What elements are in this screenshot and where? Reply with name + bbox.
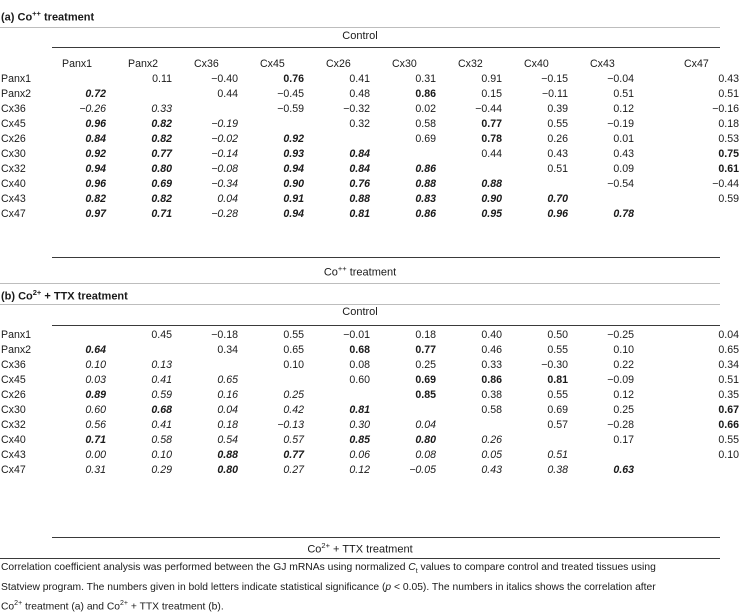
section-a-title: (a) Co++ treatment xyxy=(1,9,95,24)
table-cell xyxy=(646,463,740,478)
table-cell: 0.10 xyxy=(151,449,172,461)
table-cell: −0.08 xyxy=(211,163,238,175)
table-cell: 0.04 xyxy=(718,329,739,341)
header-row xyxy=(0,56,740,72)
table-cell: 0.88 xyxy=(481,178,502,190)
table-cell: −0.45 xyxy=(277,88,304,100)
column-header: Panx1 xyxy=(62,58,93,70)
row-label: Cx32 xyxy=(1,163,26,175)
table-cell: 0.26 xyxy=(547,133,568,145)
table-cell xyxy=(382,147,448,162)
table-cell xyxy=(184,102,250,117)
table-cell: 0.22 xyxy=(613,359,634,371)
table-cell: 0.13 xyxy=(151,359,172,371)
table-cell: −0.44 xyxy=(712,178,739,190)
treatment-label-a: Co++ treatment xyxy=(323,264,397,279)
table-cell: −0.25 xyxy=(607,329,634,341)
table-cell xyxy=(316,388,382,403)
table-cell: 0.35 xyxy=(718,389,739,401)
table-cell: 0.86 xyxy=(481,374,502,386)
table-cell xyxy=(382,403,448,418)
table-cell: 0.55 xyxy=(283,329,304,341)
row-label: Panx2 xyxy=(1,88,32,100)
table-cell: 0.27 xyxy=(283,464,304,476)
row-label: Cx47 xyxy=(1,208,26,220)
table-cell: 0.18 xyxy=(217,419,238,431)
table-cell: 0.46 xyxy=(481,344,502,356)
table-cell: −0.44 xyxy=(475,103,502,115)
table-cell: 0.85 xyxy=(415,389,436,401)
table-cell: 0.55 xyxy=(547,389,568,401)
table-cell: 0.57 xyxy=(283,434,304,446)
table-cell: 0.02 xyxy=(415,103,436,115)
table-cell: 0.53 xyxy=(718,133,739,145)
table-cell: −0.28 xyxy=(607,419,634,431)
table-cell: −0.16 xyxy=(712,103,739,115)
table-cell: 0.51 xyxy=(718,88,739,100)
table-cell: 0.69 xyxy=(151,178,172,190)
table-cell: 0.40 xyxy=(481,329,502,341)
table-cell: 0.31 xyxy=(415,73,436,85)
table-cell: 0.82 xyxy=(151,193,172,205)
table-cell: 0.43 xyxy=(718,73,739,85)
table-cell xyxy=(52,72,118,87)
table-cell: 0.43 xyxy=(547,148,568,160)
table-row xyxy=(0,147,740,162)
column-header: Cx32 xyxy=(458,58,483,70)
table-cell: −0.01 xyxy=(343,329,370,341)
row-label: Cx40 xyxy=(1,178,26,190)
row-label: Cx36 xyxy=(1,103,26,115)
table-cell xyxy=(118,343,184,358)
control-rule-b xyxy=(52,325,720,326)
table-cell: 0.93 xyxy=(283,148,304,160)
table-cell: 0.32 xyxy=(349,118,370,130)
row-label: Panx1 xyxy=(1,329,32,341)
row-label: Panx2 xyxy=(1,344,32,356)
table-cell: 0.67 xyxy=(718,404,739,416)
table-cell: 0.68 xyxy=(151,404,172,416)
table-cell: 0.06 xyxy=(349,449,370,461)
table-cell: 0.58 xyxy=(415,118,436,130)
table-row xyxy=(0,433,740,448)
header-corner xyxy=(0,56,52,72)
table-cell: 0.44 xyxy=(481,148,502,160)
table-cell: 0.80 xyxy=(217,464,238,476)
table-cell: 0.96 xyxy=(85,178,106,190)
table-cell: 0.15 xyxy=(481,88,502,100)
table-cell: 0.91 xyxy=(481,73,502,85)
row-label: Cx30 xyxy=(1,148,26,160)
table-cell: 0.51 xyxy=(718,374,739,386)
control-label-b: Control xyxy=(342,306,378,318)
table-cell: 0.65 xyxy=(718,344,739,356)
row-label: Cx26 xyxy=(1,389,26,401)
table-cell: 0.26 xyxy=(481,434,502,446)
treatment-rule-a xyxy=(52,257,720,258)
footnote-line-1: Correlation coefficient analysis was performed between the GJ mRNAs using normalized $C_t$ values to compare control and treated tissues using xyxy=(1,562,656,576)
table-cell: 0.69 xyxy=(415,133,436,145)
table-cell: 0.00 xyxy=(85,449,106,461)
table-cell: −0.09 xyxy=(607,374,634,386)
column-header: Cx40 xyxy=(524,58,549,70)
table-cell: 0.88 xyxy=(349,193,370,205)
correlation-table-b xyxy=(0,328,740,478)
table-cell: 0.65 xyxy=(283,344,304,356)
table-cell: 0.95 xyxy=(481,208,502,220)
table-cell: 0.04 xyxy=(415,419,436,431)
table-row xyxy=(0,418,740,433)
table-cell: 0.25 xyxy=(415,359,436,371)
table-cell: 0.41 xyxy=(349,73,370,85)
table-row xyxy=(0,403,740,418)
table-row xyxy=(0,343,740,358)
table-cell: 0.81 xyxy=(547,374,568,386)
table-cell: 0.78 xyxy=(613,208,634,220)
table-cell: 0.17 xyxy=(613,434,634,446)
table-cell: 0.83 xyxy=(415,193,436,205)
table-cell: −0.28 xyxy=(211,208,238,220)
table-cell: 0.11 xyxy=(152,73,172,85)
table-cell: 0.88 xyxy=(415,178,436,190)
row-label: Cx40 xyxy=(1,434,26,446)
divider xyxy=(0,283,720,284)
table-cell: −0.19 xyxy=(607,118,634,130)
table-cell: −0.26 xyxy=(79,103,106,115)
table-cell xyxy=(448,162,514,177)
table-cell: 0.89 xyxy=(85,389,106,401)
divider xyxy=(0,304,720,305)
table-cell: 0.94 xyxy=(283,208,304,220)
column-header: Cx47 xyxy=(684,58,709,70)
table-cell: 0.69 xyxy=(415,374,436,386)
row-label: Cx36 xyxy=(1,359,26,371)
table-cell: 0.68 xyxy=(349,344,370,356)
table-cell: 0.66 xyxy=(718,419,739,431)
table-cell: −0.14 xyxy=(211,148,238,160)
table-cell: 0.38 xyxy=(481,389,502,401)
footnote-line-2: Statview program. The numbers given in bold letters indicate statistical significance (p < 0.05). The numbers in italics shows the correlation after xyxy=(1,582,656,594)
table-cell: 0.29 xyxy=(151,464,172,476)
table-cell: 0.34 xyxy=(217,344,238,356)
table-cell: −0.15 xyxy=(541,73,568,85)
row-label: Cx43 xyxy=(1,193,26,205)
table-cell: 0.77 xyxy=(151,148,172,160)
table-cell: 0.78 xyxy=(481,133,502,145)
table-cell: 0.81 xyxy=(349,208,370,220)
row-label: Cx30 xyxy=(1,404,26,416)
table-cell: 0.76 xyxy=(349,178,370,190)
table-cell: 0.56 xyxy=(85,419,106,431)
table-cell: 0.04 xyxy=(217,404,238,416)
treatment-rule-b xyxy=(52,537,720,538)
table-cell: −0.30 xyxy=(541,359,568,371)
table-cell: 0.71 xyxy=(85,434,106,446)
table-cell: 0.92 xyxy=(283,133,304,145)
divider xyxy=(0,27,720,28)
footnote xyxy=(1,560,717,615)
table-row xyxy=(0,177,740,192)
table-cell: 0.86 xyxy=(415,163,436,175)
table-cell: 0.18 xyxy=(415,329,436,341)
table-cell: 0.41 xyxy=(151,419,172,431)
table-cell: 0.97 xyxy=(85,208,106,220)
table-cell: 0.82 xyxy=(85,193,106,205)
table-cell: 0.58 xyxy=(151,434,172,446)
table-cell xyxy=(184,358,250,373)
table-cell: 0.91 xyxy=(283,193,304,205)
control-rule-a xyxy=(52,47,720,48)
row-label: Cx26 xyxy=(1,133,26,145)
table-cell: 0.31 xyxy=(85,464,106,476)
table-cell: 0.10 xyxy=(718,449,739,461)
table-row xyxy=(0,373,740,388)
column-header: Cx36 xyxy=(194,58,219,70)
column-header: Panx2 xyxy=(128,58,159,70)
table-row xyxy=(0,162,740,177)
table-cell: 0.25 xyxy=(283,389,304,401)
footnote-line-3: $Co^{2+}$ treatment (a) and $Co^{2+}$ + TTX treatment (b). xyxy=(1,600,224,613)
table-cell: −0.11 xyxy=(541,88,568,100)
table-cell: −0.18 xyxy=(211,329,238,341)
table-cell: 0.03 xyxy=(85,374,106,386)
table-cell: 0.51 xyxy=(547,163,568,175)
table-cell: 0.43 xyxy=(481,464,502,476)
row-label: Cx47 xyxy=(1,464,26,476)
table-cell: 0.72 xyxy=(85,88,106,100)
table-row xyxy=(0,192,740,207)
table-cell: 0.51 xyxy=(547,449,568,461)
table-cell: 0.38 xyxy=(547,464,568,476)
table-cell: 0.59 xyxy=(151,389,172,401)
row-label: Panx1 xyxy=(1,73,32,85)
table-cell xyxy=(448,418,514,433)
table-cell xyxy=(580,448,646,463)
table-cell: 0.10 xyxy=(85,359,106,371)
table-row xyxy=(0,132,740,147)
table-cell xyxy=(52,328,118,343)
table-cell: 0.82 xyxy=(151,118,172,130)
table-row xyxy=(0,463,740,478)
table-cell: 0.48 xyxy=(349,88,370,100)
table-cell: 0.84 xyxy=(349,163,370,175)
table-cell: 0.08 xyxy=(415,449,436,461)
table-row xyxy=(0,87,740,102)
table-cell: 0.42 xyxy=(283,404,304,416)
table-cell: 0.45 xyxy=(151,329,172,341)
table-cell: 0.30 xyxy=(349,419,370,431)
table-row xyxy=(0,207,740,222)
table-cell: 0.71 xyxy=(151,208,172,220)
row-label: Cx45 xyxy=(1,374,26,386)
table-cell: 0.57 xyxy=(547,419,568,431)
column-header: Cx30 xyxy=(392,58,417,70)
table-cell: 0.70 xyxy=(547,193,568,205)
table-cell: 0.33 xyxy=(481,359,502,371)
column-header: Cx26 xyxy=(326,58,351,70)
table-cell xyxy=(514,433,580,448)
table-cell: 0.92 xyxy=(85,148,106,160)
table-cell: 0.18 xyxy=(718,118,739,130)
table-cell: 0.09 xyxy=(613,163,634,175)
table-cell: 0.76 xyxy=(283,73,304,85)
table-cell: 0.54 xyxy=(217,434,238,446)
row-label: Cx32 xyxy=(1,419,26,431)
table-cell: −0.05 xyxy=(409,464,436,476)
table-cell: 0.60 xyxy=(85,404,106,416)
table-cell: 0.59 xyxy=(718,193,739,205)
table-cell: −0.04 xyxy=(607,73,634,85)
row-label: Cx43 xyxy=(1,449,26,461)
table-cell: 0.33 xyxy=(151,103,172,115)
table-cell: 0.12 xyxy=(613,103,634,115)
table-cell: 0.81 xyxy=(349,404,370,416)
table-cell: 0.12 xyxy=(349,464,370,476)
table-cell: 0.55 xyxy=(718,434,739,446)
table-cell: −0.54 xyxy=(607,178,634,190)
table-cell: 0.77 xyxy=(283,449,304,461)
correlation-table-a xyxy=(0,56,740,222)
table-cell: 0.16 xyxy=(217,389,238,401)
table-cell xyxy=(316,132,382,147)
table-cell: 0.44 xyxy=(217,88,238,100)
table-cell: −0.40 xyxy=(211,73,238,85)
table-row xyxy=(0,448,740,463)
table-cell: 0.41 xyxy=(151,374,172,386)
table-cell: 0.58 xyxy=(481,404,502,416)
table-row xyxy=(0,358,740,373)
table-cell: 0.80 xyxy=(415,434,436,446)
table-cell xyxy=(646,207,740,222)
table-cell: 0.01 xyxy=(613,133,634,145)
table-cell: 0.96 xyxy=(547,208,568,220)
table-cell: 0.84 xyxy=(349,148,370,160)
section-b-title: (b) $Co^{2+}$ + TTX treatment xyxy=(1,288,128,303)
table-cell: −0.13 xyxy=(277,419,304,431)
table-cell: 0.65 xyxy=(217,374,238,386)
table-cell: −0.32 xyxy=(343,103,370,115)
table-cell xyxy=(580,192,646,207)
table-row xyxy=(0,72,740,87)
table-cell: 0.39 xyxy=(547,103,568,115)
table-row xyxy=(0,328,740,343)
table-cell xyxy=(250,117,316,132)
table-cell: 0.86 xyxy=(415,208,436,220)
table-cell: 0.90 xyxy=(481,193,502,205)
table-cell: 0.90 xyxy=(283,178,304,190)
table-cell: 0.50 xyxy=(547,329,568,341)
table-cell: 0.86 xyxy=(415,88,436,100)
table-cell: 0.04 xyxy=(217,193,238,205)
table-cell: 0.69 xyxy=(547,404,568,416)
table-cell: 0.94 xyxy=(283,163,304,175)
table-cell: 0.82 xyxy=(151,133,172,145)
table-cell: 0.10 xyxy=(613,344,634,356)
table-cell: 0.77 xyxy=(415,344,436,356)
table-cell: 0.55 xyxy=(547,344,568,356)
table-cell: −0.02 xyxy=(211,133,238,145)
table-cell: 0.60 xyxy=(349,374,370,386)
table-cell: 0.12 xyxy=(613,389,634,401)
table-cell: 0.08 xyxy=(349,359,370,371)
table-cell: 0.85 xyxy=(349,434,370,446)
table-cell: 0.63 xyxy=(613,464,634,476)
table-cell: 0.25 xyxy=(613,404,634,416)
table-cell: 0.55 xyxy=(547,118,568,130)
control-label-a: Control xyxy=(342,30,378,42)
table-cell: 0.43 xyxy=(613,148,634,160)
table-cell: 0.51 xyxy=(613,88,634,100)
treatment-label-b: $Co^{2+}$ + TTX treatment xyxy=(307,541,413,556)
column-header: Cx45 xyxy=(260,58,285,70)
table-cell xyxy=(118,87,184,102)
table-row xyxy=(0,102,740,117)
row-label: Cx45 xyxy=(1,118,26,130)
table-cell: 0.75 xyxy=(718,148,739,160)
table-row xyxy=(0,117,740,132)
table-cell: 0.64 xyxy=(85,344,106,356)
table-cell: 0.05 xyxy=(481,449,502,461)
table-cell: −0.34 xyxy=(211,178,238,190)
divider xyxy=(0,558,720,559)
table-cell: 0.61 xyxy=(718,163,739,175)
table-cell xyxy=(514,177,580,192)
table-cell: −0.59 xyxy=(277,103,304,115)
table-cell: 0.96 xyxy=(85,118,106,130)
table-cell: 0.77 xyxy=(481,118,502,130)
table-cell: 0.80 xyxy=(151,163,172,175)
table-cell: 0.84 xyxy=(85,133,106,145)
table-row xyxy=(0,388,740,403)
column-header: Cx43 xyxy=(590,58,615,70)
table-cell xyxy=(250,373,316,388)
table-cell: 0.94 xyxy=(85,163,106,175)
table-cell: −0.19 xyxy=(211,118,238,130)
table-cell: 0.88 xyxy=(217,449,238,461)
table-cell: 0.10 xyxy=(283,359,304,371)
table-cell: 0.34 xyxy=(718,359,739,371)
